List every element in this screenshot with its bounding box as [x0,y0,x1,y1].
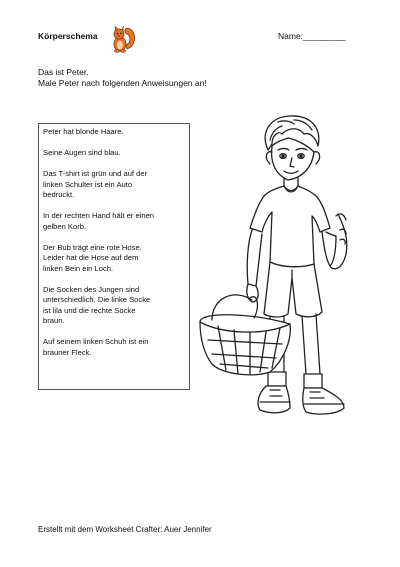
instruction-shoe: Auf seinem linken Schuh ist ein brauner Fleck. [43,337,149,357]
instruction-basket: In der rechten Hand hält er einen gelben Korb. [43,211,155,231]
intro-line-1: Das ist Peter. [38,67,89,77]
worksheet-title: Körperschema [38,31,98,41]
instruction-eyes: Seine Augen sind blau. [43,148,121,157]
name-field: Name:_________ [278,31,346,41]
instruction-trousers: Der Bub trägt eine rote Hose. Leider hat die Hose auf dem linken Bein ein Loch. [43,242,142,273]
instruction-shirt: Das T-shirt ist grün und auf der linken Schulter ist ein Auto bedruckt. [43,169,148,199]
instruction-hair: Peter hat blonde Haare. [43,127,124,136]
footer-credit: Erstellt mit dem Worksheet Crafter: Auer Jennifer [38,525,212,534]
intro-text [38,67,207,89]
squirrel-mascot-icon [110,24,136,54]
instruction-socks: Die Socken des Jungen sind unterschiedlich. Die linke Socke ist lila und die rechte Socke braun. [43,284,151,325]
boy-with-basket-illustration [198,112,363,432]
intro-line-2: Male Peter nach folgenden Anweisungen an! [38,78,207,88]
instructions-box [38,123,190,390]
